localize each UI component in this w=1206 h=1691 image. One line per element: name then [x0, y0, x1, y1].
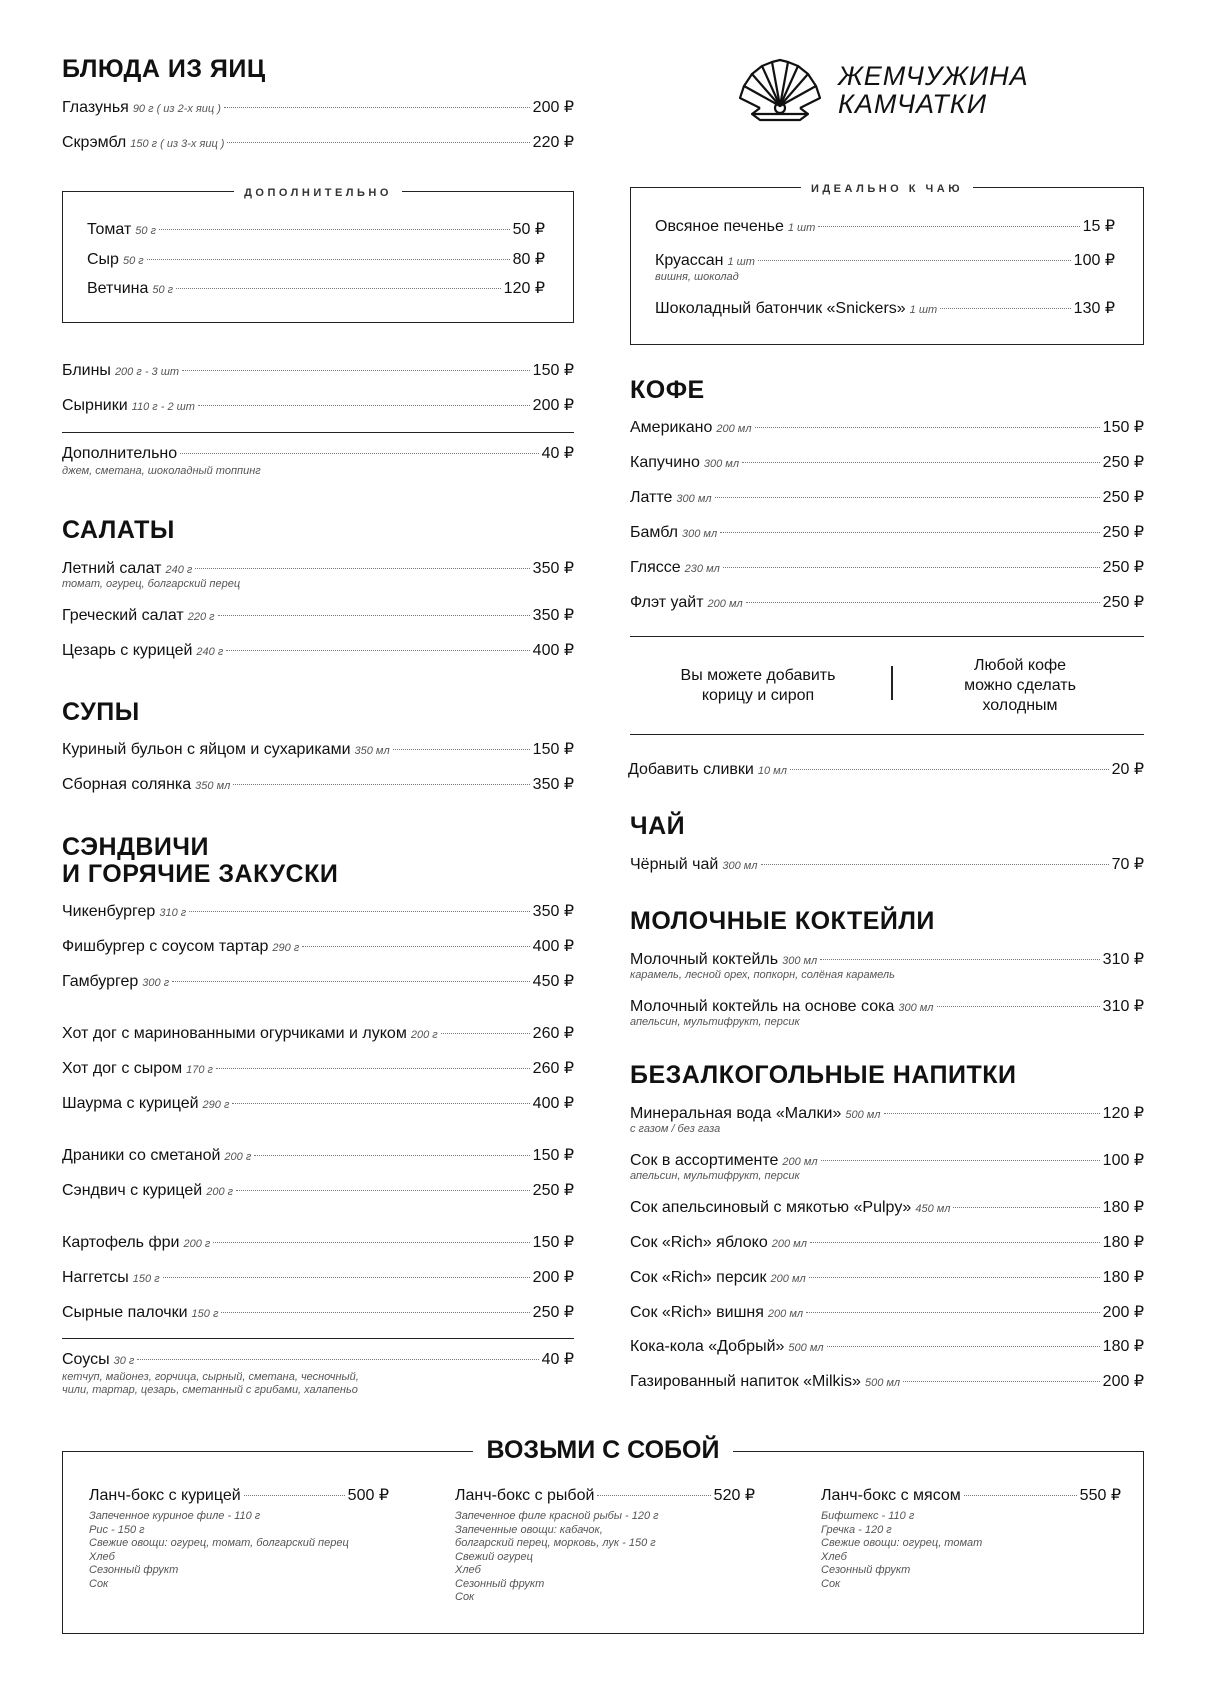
menu-item: Скрэмбл 150 г ( из 3-х яиц ) 220 ₽: [62, 134, 574, 151]
menu-item: Томат 50 г 50 ₽: [87, 221, 545, 238]
sandwiches-title-2: И ГОРЯЧИЕ ЗАКУСКИ: [62, 860, 339, 888]
menu-item: Сырники 110 г - 2 шт 200 ₽: [62, 397, 574, 414]
tea-snacks-box: [630, 183, 1144, 345]
menu-item: Добавить сливки 10 мл 20 ₽: [628, 761, 1144, 778]
menu-item: Ланч-бокс с курицей 500 ₽: [89, 1487, 389, 1504]
menu-item: Латте 300 мл 250 ₽: [630, 489, 1144, 506]
salads-title: САЛАТЫ: [62, 516, 175, 544]
menu-item: Ланч-бокс с мясом 550 ₽: [821, 1487, 1121, 1504]
extras-label: ДОПОЛНИТЕЛЬНО: [234, 187, 402, 199]
tea-snacks-label: ИДЕАЛЬНО К ЧАЮ: [801, 183, 973, 195]
menu-item: Дополнительно 40 ₽: [62, 445, 574, 462]
menu-item: Хот дог с сыром 170 г 260 ₽: [62, 1060, 574, 1077]
menu-item: Чёрный чай 300 мл 70 ₽: [630, 856, 1144, 873]
menu-item: Глазунья 90 г ( из 2-х яиц ) 200 ₽: [62, 99, 574, 116]
menu-item: Сок «Rich» персик 200 мл 180 ₽: [630, 1269, 1144, 1286]
menu-item: Куриный бульон с яйцом и сухариками 350 мл 150 ₽: [62, 741, 574, 758]
item-description: вишня, шоколад: [655, 271, 739, 283]
menu-item: Драники со сметаной 200 г 150 ₽: [62, 1147, 574, 1164]
menu-item: Наггетсы 150 г 200 ₽: [62, 1269, 574, 1286]
menu-item: Сок «Rich» вишня 200 мл 200 ₽: [630, 1304, 1144, 1321]
menu-item: Сок в ассортименте 200 мл 100 ₽: [630, 1152, 1144, 1169]
item-description: карамель, лесной орех, попкорн, солёная карамель: [630, 969, 895, 981]
menu-item: Молочный коктейль 300 мл 310 ₽: [630, 951, 1144, 968]
item-description: томат, огурец, болгарский перец: [62, 578, 241, 590]
note-separator: [891, 666, 893, 700]
menu-item: Кока-кола «Добрый» 500 мл 180 ₽: [630, 1338, 1144, 1355]
menu-item: Гляссе 230 мл 250 ₽: [630, 559, 1144, 576]
item-description: апельсин, мультифрукт, персик: [630, 1016, 800, 1028]
menu-item: Газированный напиток «Milkis» 500 мл 200 ₽: [630, 1373, 1144, 1390]
menu-item: Минеральная вода «Малки» 500 мл 120 ₽: [630, 1105, 1144, 1122]
menu-item: Сок «Rich» яблоко 200 мл 180 ₽: [630, 1234, 1144, 1251]
menu-item: Молочный коктейль на основе сока 300 мл 310 ₽: [630, 998, 1144, 1015]
takeaway-box: [62, 1436, 1144, 1634]
shakes-title: МОЛОЧНЫЕ КОКТЕЙЛИ: [630, 907, 935, 935]
menu-item: Сырные палочки 150 г 250 ₽: [62, 1304, 574, 1321]
divider: [630, 734, 1144, 735]
menu-item: Овсяное печенье 1 шт 15 ₽: [655, 218, 1115, 235]
item-description: чили, тартар, цезарь, сметанный с грибами, халапеньо: [62, 1384, 358, 1396]
shell-icon: [738, 58, 822, 124]
menu-item: Хот дог с маринованными огурчиками и луком 200 г 260 ₽: [62, 1025, 574, 1042]
menu-item: Блины 200 г - 3 шт 150 ₽: [62, 362, 574, 379]
menu-item: Флэт уайт 200 мл 250 ₽: [630, 594, 1144, 611]
item-description: джем, сметана, шоколадный топпинг: [62, 465, 261, 477]
coffee-note-cold: Любой кофе можно сделать холодным: [964, 657, 1076, 714]
divider: [62, 1338, 574, 1339]
divider: [630, 636, 1144, 637]
menu-item: Капучино 300 мл 250 ₽: [630, 454, 1144, 471]
brand-logo: [738, 58, 1138, 128]
coffee-note-syrup: Вы можете добавить корицу и сироп: [680, 667, 836, 704]
lunch-box-contents: Бифштекс - 110 г Гречка - 120 г Свежие овощи: огурец, томат Хлеб Сезонный фрукт Сок: [821, 1510, 983, 1590]
lunch-box-contents: Запеченное филе красной рыбы - 120 г Запеченные овощи: кабачок, болгарский перец, морковь, лук - 150 г Свежий огурец Хлеб Сезонный фрукт Сок: [455, 1510, 659, 1603]
item-description: апельсин, мультифрукт, персик: [630, 1170, 800, 1182]
sandwiches-title-1: СЭНДВИЧИ: [62, 833, 209, 861]
menu-item: Ланч-бокс с рыбой 520 ₽: [455, 1487, 755, 1504]
eggs-title: БЛЮДА ИЗ ЯИЦ: [62, 55, 266, 83]
menu-item: Картофель фри 200 г 150 ₽: [62, 1234, 574, 1251]
right-column: [630, 0, 1144, 1420]
menu-item: Чикенбургер 310 г 350 ₽: [62, 903, 574, 920]
menu-item: Сэндвич с курицей 200 г 250 ₽: [62, 1182, 574, 1199]
menu-item: Шаурма с курицей 290 г 400 ₽: [62, 1095, 574, 1112]
menu-item: Круассан 1 шт 100 ₽: [655, 252, 1115, 269]
extras-box: [62, 187, 574, 323]
menu-item: Соусы 30 г 40 ₽: [62, 1351, 574, 1368]
menu-item: Греческий салат 220 г 350 ₽: [62, 607, 574, 624]
takeaway-title: ВОЗЬМИ С СОБОЙ: [473, 1436, 734, 1464]
menu-item: Американо 200 мл 150 ₽: [630, 419, 1144, 436]
menu-item: Сыр 50 г 80 ₽: [87, 251, 545, 268]
menu-item: Сборная солянка 350 мл 350 ₽: [62, 776, 574, 793]
item-description: кетчуп, майонез, горчица, сырный, сметана, чесночный,: [62, 1371, 359, 1383]
divider: [62, 432, 574, 433]
coffee-title: КОФЕ: [630, 376, 705, 404]
tea-title: ЧАЙ: [630, 812, 686, 840]
menu-item: Бамбл 300 мл 250 ₽: [630, 524, 1144, 541]
soft-drinks-title: БЕЗАЛКОГОЛЬНЫЕ НАПИТКИ: [630, 1061, 1017, 1089]
menu-item: Ветчина 50 г 120 ₽: [87, 280, 545, 297]
item-description: с газом / без газа: [630, 1123, 721, 1135]
menu-item: Шоколадный батончик «Snickers» 1 шт 130 ₽: [655, 300, 1115, 317]
menu-item: Цезарь с курицей 240 г 400 ₽: [62, 642, 574, 659]
lunch-box-contents: Запеченное куриное филе - 110 г Рис - 150 г Свежие овощи: огурец, томат, болгарский перец Хлеб Сезонный фрукт Сок: [89, 1510, 349, 1590]
brand-name: ЖЕМЧУЖИНА КАМЧАТКИ: [838, 61, 1029, 119]
menu-item: Сок апельсиновый с мякотью «Pulpy» 450 мл 180 ₽: [630, 1199, 1144, 1216]
menu-item: Гамбургер 300 г 450 ₽: [62, 973, 574, 990]
left-column: [62, 0, 574, 1420]
menu-item: Летний салат 240 г 350 ₽: [62, 560, 574, 577]
soups-title: СУПЫ: [62, 698, 140, 726]
menu-item: Фишбургер с соусом тартар 290 г 400 ₽: [62, 938, 574, 955]
